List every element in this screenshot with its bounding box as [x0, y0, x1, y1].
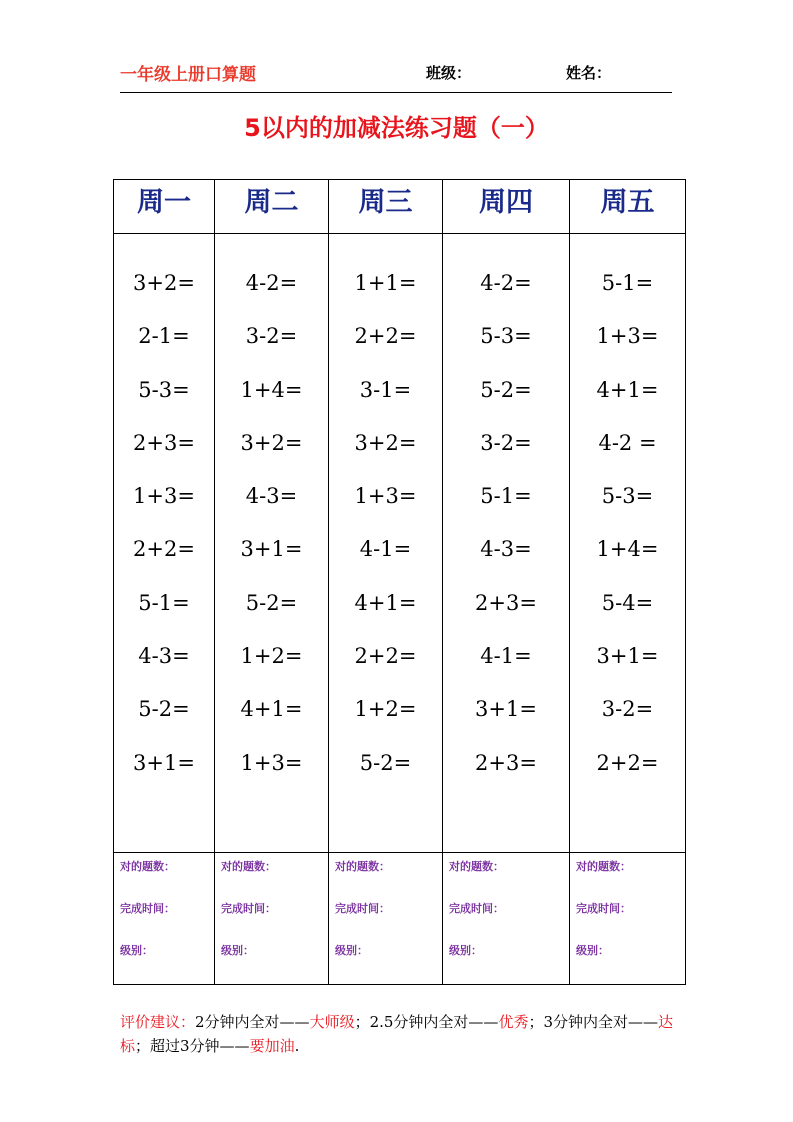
stats-cell	[570, 853, 686, 985]
problem-list	[114, 234, 214, 795]
problems-cell-mon	[114, 234, 215, 853]
note-text: ；2.5分钟内全对——	[354, 1013, 499, 1031]
problem-item: 2+2=	[133, 537, 195, 562]
problem-item: 4-1=	[480, 644, 532, 669]
page-header	[120, 60, 672, 93]
problem-item: 3-2=	[601, 697, 654, 722]
problem-list	[570, 234, 685, 795]
problem-item: 4-2=	[245, 271, 298, 295]
day-header-row	[114, 180, 686, 234]
problems-cell-thu	[443, 234, 570, 853]
correct-count-label: 对的题数：	[120, 860, 175, 873]
problems-cell-wed	[329, 234, 443, 853]
problem-item: 3-2=	[245, 324, 298, 349]
problem-item: 5-2=	[245, 590, 298, 615]
day-header-thu: 周四	[443, 180, 570, 234]
note-rank: 达标	[120, 1013, 674, 1055]
note-rank: 优秀	[498, 1013, 529, 1031]
problem-item: 2+2=	[596, 750, 659, 775]
problem-item: 3-1=	[359, 377, 412, 402]
problem-item: 3+1=	[240, 537, 303, 562]
problem-item: 1+4=	[596, 537, 659, 562]
stats-cell	[443, 853, 570, 985]
problem-item: 5-1=	[138, 590, 190, 615]
note-text: 2分钟内全对——	[195, 1013, 310, 1031]
problem-item: 4+1=	[596, 377, 659, 402]
problem-item: 5-4=	[601, 590, 654, 615]
problem-item: 5-3=	[480, 324, 532, 349]
page-title: 5以内的加减法练习题（一）	[244, 114, 549, 142]
problem-item: 1+1=	[354, 271, 417, 295]
problem-item: 1+3=	[240, 750, 303, 775]
correct-count-label: 对的题数：	[576, 860, 631, 873]
finish-time-label: 完成时间：	[449, 902, 504, 915]
problem-item: 3+1=	[475, 697, 537, 722]
problem-item: 2+2=	[354, 324, 417, 349]
problem-item: 4-3=	[138, 644, 190, 669]
problem-list	[329, 234, 442, 795]
problem-item: 3+1=	[133, 750, 195, 775]
problem-item: 1+3=	[596, 324, 659, 349]
problem-item: 1+4=	[240, 377, 303, 402]
problem-item: 2+2=	[354, 644, 417, 669]
stats-cell	[114, 853, 215, 985]
note-rank: 大师级	[309, 1013, 355, 1031]
finish-time-label: 完成时间：	[221, 902, 276, 915]
problem-item: 4-3=	[245, 484, 298, 509]
correct-count-label: 对的题数：	[449, 860, 504, 873]
problem-item: 2+3=	[475, 750, 537, 775]
exercise-table	[113, 179, 686, 985]
problem-item: 4+1=	[240, 697, 303, 722]
note-rank: 要加油	[249, 1037, 295, 1055]
problem-item: 5-2=	[138, 697, 190, 722]
problem-list	[215, 234, 328, 795]
note-prefix: 评价建议：	[120, 1013, 196, 1031]
level-label: 级别：	[576, 944, 609, 957]
correct-count-label: 对的题数：	[221, 860, 276, 873]
finish-time-label: 完成时间：	[335, 902, 390, 915]
problem-item: 4+1=	[354, 590, 417, 615]
problem-item: 3+2=	[354, 430, 417, 455]
problem-item: 2+3=	[475, 590, 537, 615]
problem-item: 2+3=	[133, 430, 195, 455]
note-text: ；超过3分钟——	[135, 1037, 250, 1055]
note-text: ；3分钟内全对——	[528, 1013, 658, 1031]
problem-item: 1+3=	[133, 484, 195, 509]
class-label: 班级：	[426, 64, 472, 82]
problem-item: 1+2=	[240, 644, 303, 669]
day-header-tue: 周二	[215, 180, 329, 234]
problem-item: 2-1=	[138, 324, 190, 349]
problem-item: 5-3=	[138, 377, 190, 402]
problem-item: 4-2 =	[598, 430, 657, 455]
problem-item: 3-2=	[480, 430, 532, 455]
problems-row	[114, 234, 686, 853]
note-text: .	[294, 1037, 300, 1055]
finish-time-label: 完成时间：	[576, 902, 631, 915]
problem-item: 5-3=	[601, 484, 654, 509]
problem-item: 5-2=	[359, 750, 412, 775]
stats-row	[114, 853, 686, 985]
problem-item: 1+2=	[354, 697, 417, 722]
problem-list	[443, 234, 569, 795]
problem-item: 1+3=	[354, 484, 417, 509]
evaluation-note	[120, 1010, 680, 1058]
problem-item: 5-2=	[480, 377, 532, 402]
level-label: 级别：	[335, 944, 368, 957]
problem-item: 3+2=	[240, 430, 303, 455]
problem-item: 4-2=	[480, 271, 532, 295]
finish-time-label: 完成时间：	[120, 902, 175, 915]
name-label: 姓名：	[566, 64, 612, 82]
stats-cell	[215, 853, 329, 985]
day-header-wed: 周三	[329, 180, 443, 234]
day-header-fri: 周五	[570, 180, 686, 234]
problem-item: 4-1=	[359, 537, 412, 562]
problems-cell-fri	[570, 234, 686, 853]
day-header-mon: 周一	[114, 180, 215, 234]
level-label: 级别：	[120, 944, 153, 957]
level-label: 级别：	[221, 944, 254, 957]
problem-item: 3+2=	[133, 271, 195, 295]
level-label: 级别：	[449, 944, 482, 957]
problem-item: 3+1=	[596, 644, 659, 669]
stats-cell	[329, 853, 443, 985]
problems-cell-tue	[215, 234, 329, 853]
problem-item: 4-3=	[480, 537, 532, 562]
problem-item: 5-1=	[601, 271, 654, 295]
problem-item: 5-1=	[480, 484, 532, 509]
worksheet-brand: 一年级上册口算题	[120, 65, 256, 85]
correct-count-label: 对的题数：	[335, 860, 390, 873]
